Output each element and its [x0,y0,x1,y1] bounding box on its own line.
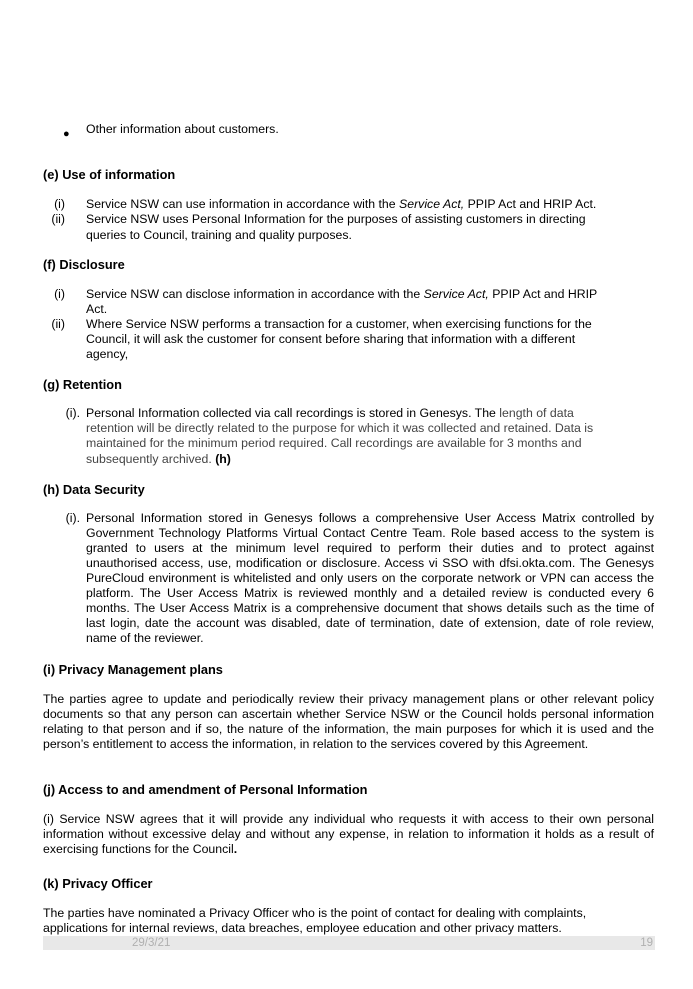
item-text: Act. [86,302,108,316]
item-text: queries to Council, training and quality purposes. [86,228,352,242]
privacy-officer-text: The parties have nominated a Privacy Officer who is the point of contact for dealing with complaints, [43,906,587,920]
item-number: (i). [65,511,80,525]
heading-use-of-information: (e) Use of information [43,167,176,182]
item-number: (i) [54,287,65,301]
heading-data-security: (h) Data Security [43,482,145,497]
privacy-officer-text: applications for internal reviews, data breaches, employee education and other privacy matters. [43,921,562,935]
item-number: (ii) [51,212,65,226]
item-text: Where Service NSW performs a transaction for a customer, when exercising functions for the [86,317,592,331]
privacy-management-text: The parties agree to update and periodically review their privacy management plans or other relevant policy documents so that any person can ascertain whether Service NSW or the Council holds personal information relating to that person and if so, the nature of the information, the main purposes for which it is used and the person’s entitlement to access the information, in relation to the services covered by this Agreement. [43,692,654,751]
footer-date: 29/3/21 [132,937,171,949]
data-security-text: Personal Information stored in Genesys follows a comprehensive User Access Matrix controlled by Government Technology Platforms Virtual Contact Centre Team. Role based access to the system is granted to users at the minimum level required to perform their duties and to protect against unauthorised access, use, modification or disclosure. Access vi SSO with dfsi.okta.com. The Genesys PureCloud environment is whitelisted and only users on the corporate network or VPN can access the platform. The User Access Matrix is reviewed monthly and a detailed review is conducted every 6 months. The User Access Matrix is a comprehensive document that shows details such as the time of last login, date the account was disabled, date of termination, date of extension, date of role review, name of the reviewer. [86,511,654,645]
item-text: Council, it will ask the customer for consent before sharing that information with a different [86,332,576,346]
heading-disclosure: (f) Disclosure [43,257,125,272]
retention-text: maintained for the minimum period required. Call recordings are available for 3 months and [86,436,582,450]
item-text: Service NSW can use information in accordance with the Service Act, PPIP Act and HRIP Act. [86,197,597,211]
retention-text: subsequently archived. (h) [86,452,231,466]
item-text: agency, [86,347,129,361]
bullet-dot: ● [63,128,70,140]
item-text: Service NSW uses Personal Information for the purposes of assisting customers in directing [86,212,586,226]
bullet-text: Other information about customers. [86,122,279,136]
item-number: (i). [65,406,80,420]
heading-privacy-officer: (k) Privacy Officer [43,876,153,891]
item-text: Service NSW can disclose information in accordance with the Service Act, PPIP Act and HRIP [86,287,598,301]
heading-privacy-management-plans: (i) Privacy Management plans [43,662,223,677]
retention-text: retention will be directly related to the purpose for which it was collected and retained. Data is [86,421,594,435]
retention-text: Personal Information collected via call recordings is stored in Genesys. The length of data [86,406,574,420]
item-number: (ii) [51,317,65,331]
access-amendment-text: (i) Service NSW agrees that it will provide any individual who requests it with access to their own personal information without excessive delay and without any expense, in relation to information it holds as a result of exercising functions for the Council. [43,812,654,856]
page-number: 19 [640,937,653,949]
heading-retention: (g) Retention [43,377,122,392]
heading-access-amendment: (j) Access to and amendment of Personal Information [43,782,368,797]
item-number: (i) [54,197,65,211]
